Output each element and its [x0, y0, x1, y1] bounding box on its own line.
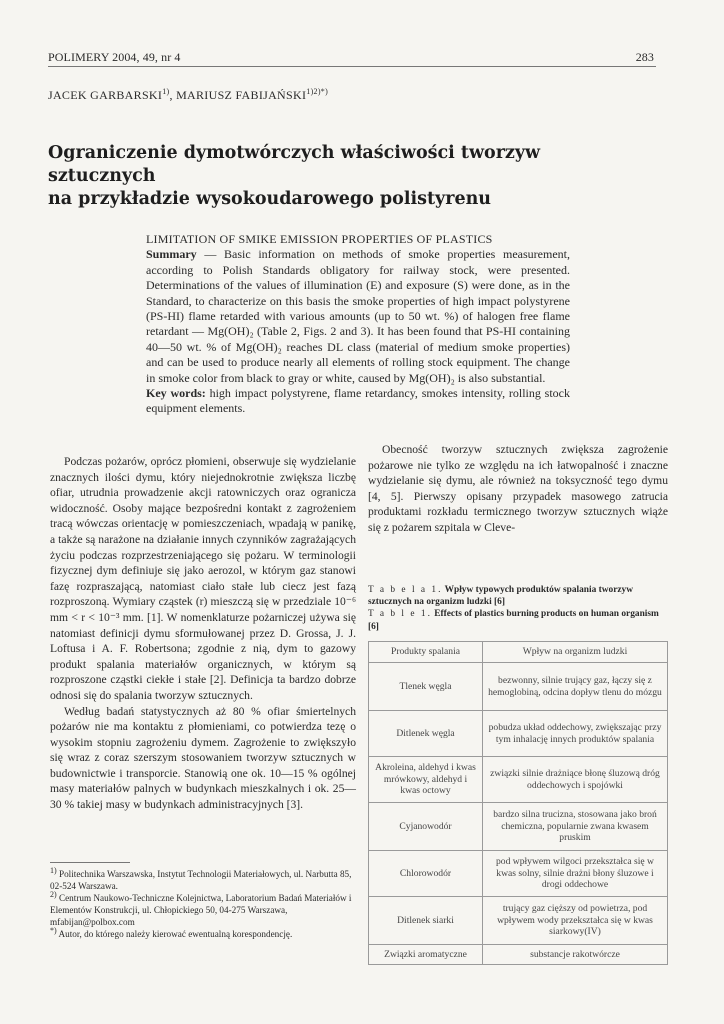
author-2-affiliation: 1)2)*) [306, 87, 329, 96]
table-cell: Związki aromatyczne [369, 945, 483, 965]
left-column [50, 454, 356, 813]
table-header-cell: Wpływ na organizm ludzki [483, 642, 668, 663]
table-row [369, 757, 668, 803]
table-caption-en-text: Effects of plastics burning products on human organism [6] [368, 609, 659, 632]
paper-title [48, 142, 648, 211]
table-row [369, 803, 668, 851]
author-2: MARIUSZ FABIJAŃSKI [176, 88, 307, 102]
table-cell: Akroleina, aldehyd i kwas mrówkowy, aldehyd i kwas octowy [369, 757, 483, 803]
author-1-affiliation: 1) [162, 87, 170, 96]
table-cell: substancje rakotwórcze [483, 945, 668, 965]
abstract-keywords [146, 386, 570, 417]
table-cell: bardzo silna trucizna, stosowana jako broń chemiczna, popularnie zwana kwasem pruskim [483, 803, 668, 851]
header-rule [48, 66, 656, 67]
table-caption-pl-text: Wpływ typowych produktów spalania tworzyw sztucznych na organizm ludzki [6] [368, 585, 634, 608]
table-row [369, 897, 668, 945]
table-row [369, 711, 668, 757]
footnote-3-text: Autor, do którego należy kierować ewentualną korespondencję. [56, 929, 293, 939]
table-caption-pl [368, 584, 668, 608]
table-cell: związki silnie drażniące błonę śluzową dróg oddechowych i spojówki [483, 757, 668, 803]
table-cell: Ditlenek siarki [369, 897, 483, 945]
footnote-3 [50, 925, 356, 940]
footnote-1-mark: 1) [50, 865, 57, 875]
footnote-2-mark: 2) [50, 889, 57, 899]
body-paragraph: Podczas pożarów, oprócz płomieni, obserwuje się wydzielanie znacznych ilości dymu, który niejednokrotnie zwiększa liczbę ofiar, utrudnia prowadzenie akcji ratowniczych oraz ogranicza widoczność. Osoby mające bezpośredni kontakt z zagrożeniem tracą wówczas orientację w pomieszczeniach, wpadają w panikę, a także są narażone na działanie innych czynników zagrażających życiu podczas rozprzestrzeniającego się pożaru. W terminologii fizycznej dym definiuje się jako aerozol, w którym gaz stanowi fazę rozpraszającą, natomiast ciało stałe lub ciecz jest fazą rozproszoną. Wymiary cząstek (r) mieszczą się w przedziale 10⁻⁶ mm < r < 10⁻³ mm. [1]. W nomenklaturze pożarniczej używa się natomiast definicji dymu sformułowanej przez D. Grossa, J. J. Loftusa i A. F. Robertsona; zgodnie z nią, dym to gazowy produkt spalania materiałów organicznych, w którym są rozproszone cząstki ciekłe i stałe [2]. Definicja ta bardzo dobrze odnosi się do spalania tworzyw sztucznych. [50, 455, 356, 702]
table-row [369, 663, 668, 711]
table-header-row [369, 642, 668, 663]
table-cell: pod wpływem wilgoci przekształca się w kwas solny, silnie drażni błony śluzowe i drogi oddechowe [483, 851, 668, 897]
table-caption-en [368, 608, 668, 632]
authors [48, 88, 328, 103]
journal-header: POLIMERY 2004, 49, nr 4 [48, 50, 181, 64]
table-cell: trujący gaz cięższy od powietrza, pod wpływem wody przekształca się w kwas siarkowy(IV) [483, 897, 668, 945]
right-column [368, 442, 668, 536]
table-row [369, 851, 668, 897]
abstract-title: LIMITATION OF SMIKE EMISSION PROPERTIES OF PLASTICS [146, 232, 493, 246]
keywords-label: Key words: [146, 386, 206, 401]
footnote-2 [50, 889, 356, 928]
title-line-2: na przykładzie wysokoudarowego polistyrenu [48, 189, 492, 209]
summary-text: — Basic information on methods of smoke properties measurement, according to Polish Standards obligatory for railway stock, were presented. Determinations of the values of illumination (E) and exposure (S) were done, as in the Standard, to characterize on this basis the smoke properties of high impact polystyrene (PS-HI) flame retarded with various amounts (up to 50 wt. %) of halogen free flame retardant — Mg(OH)₂ (Table 2, Figs. 2 and 3). It has been found that PS-HI containing 40—50 wt. % of Mg(OH)₂ reaches DL class (material of medium smoke properties) and can be used to produce nearly all elements of rolling stock equipment. The change in smoke color from black to gray or white, caused by Mg(OH)₂ is also substantial. [146, 247, 570, 385]
title-line-1: Ograniczenie dymotwórczych właściwości tworzyw sztucznych [48, 143, 541, 186]
keywords-text: high impact polystyrene, flame retardancy, smokes intensity, rolling stock equipment elements. [146, 386, 570, 416]
table-cell: Tlenek węgla [369, 663, 483, 711]
effects-table [368, 641, 668, 965]
table-cell: bezwonny, silnie trujący gaz, łączy się z hemoglobiną, odcina dopływ tlenu do mózgu [483, 663, 668, 711]
footnote-2-text: Centrum Naukowo-Techniczne Kolejnictwa, Laboratorium Badań Materiałów i Elementów Konstrukcji, ul. Chłopickiego 50, 04-275 Warszawa, mfabijan@polbox.com [50, 893, 352, 927]
author-separator: , [169, 88, 177, 102]
table-label-en: T a b l e 1. [368, 609, 432, 620]
page-number: 283 [635, 50, 654, 64]
author-1: JACEK GARBARSKI [48, 88, 163, 102]
table-caption [368, 584, 668, 633]
table-label-pl: T a b e l a 1. [368, 585, 443, 595]
footnote-1-text: Politechnika Warszawska, Instytut Technologii Materiałowych, ul. Narbutta 85, 02-524 Warszawa. [50, 869, 352, 891]
table-cell: pobudza układ oddechowy, zwiększając przy tym inhalację innych produktów spalania [483, 711, 668, 757]
table-container [368, 641, 668, 965]
summary-label: Summary [146, 247, 197, 262]
table-cell: Chlorowodór [369, 851, 483, 897]
table-cell: Ditlenek węgla [369, 711, 483, 757]
footnote-1 [50, 865, 356, 892]
abstract [146, 232, 570, 417]
footnotes [50, 865, 356, 940]
body-paragraph: Według badań statystycznych aż 80 % ofiar śmiertelnych pożarów nie ma kontaktu z płomieniami, co potwierdza tezę o wysokim stopniu zagrożeniu dymem. Zagrożenie to zwiększyło się wraz z coraz szerszym stosowaniem tworzyw sztucznych w budownictwie i transporcie. Stanowią one ok. 10—15 % ogólnej masy materiałów palnych w budynkach mieszkalnych i ok. 25—30 % takiej masy w budynkach administracyjnych [3]. [50, 704, 356, 812]
table-cell: Cyjanowodór [369, 803, 483, 851]
body-paragraph: Obecność tworzyw sztucznych zwiększa zagrożenie pożarowe nie tylko ze względu na ich łatwopalność i znaczne wydzielanie się dymu, ale również na toksyczność tego dymu [4, 5]. Pierwszy opisany przypadek masowego zatrucia produktami rozkładu termicznego tworzyw sztucznych wiąże się z pożarem szpitala w Cleve- [368, 443, 668, 534]
footnote-rule [50, 862, 130, 863]
table-header-cell: Produkty spalania [369, 642, 483, 663]
abstract-summary [146, 247, 570, 386]
footnote-3-mark: *) [50, 925, 57, 935]
table-row [369, 945, 668, 965]
